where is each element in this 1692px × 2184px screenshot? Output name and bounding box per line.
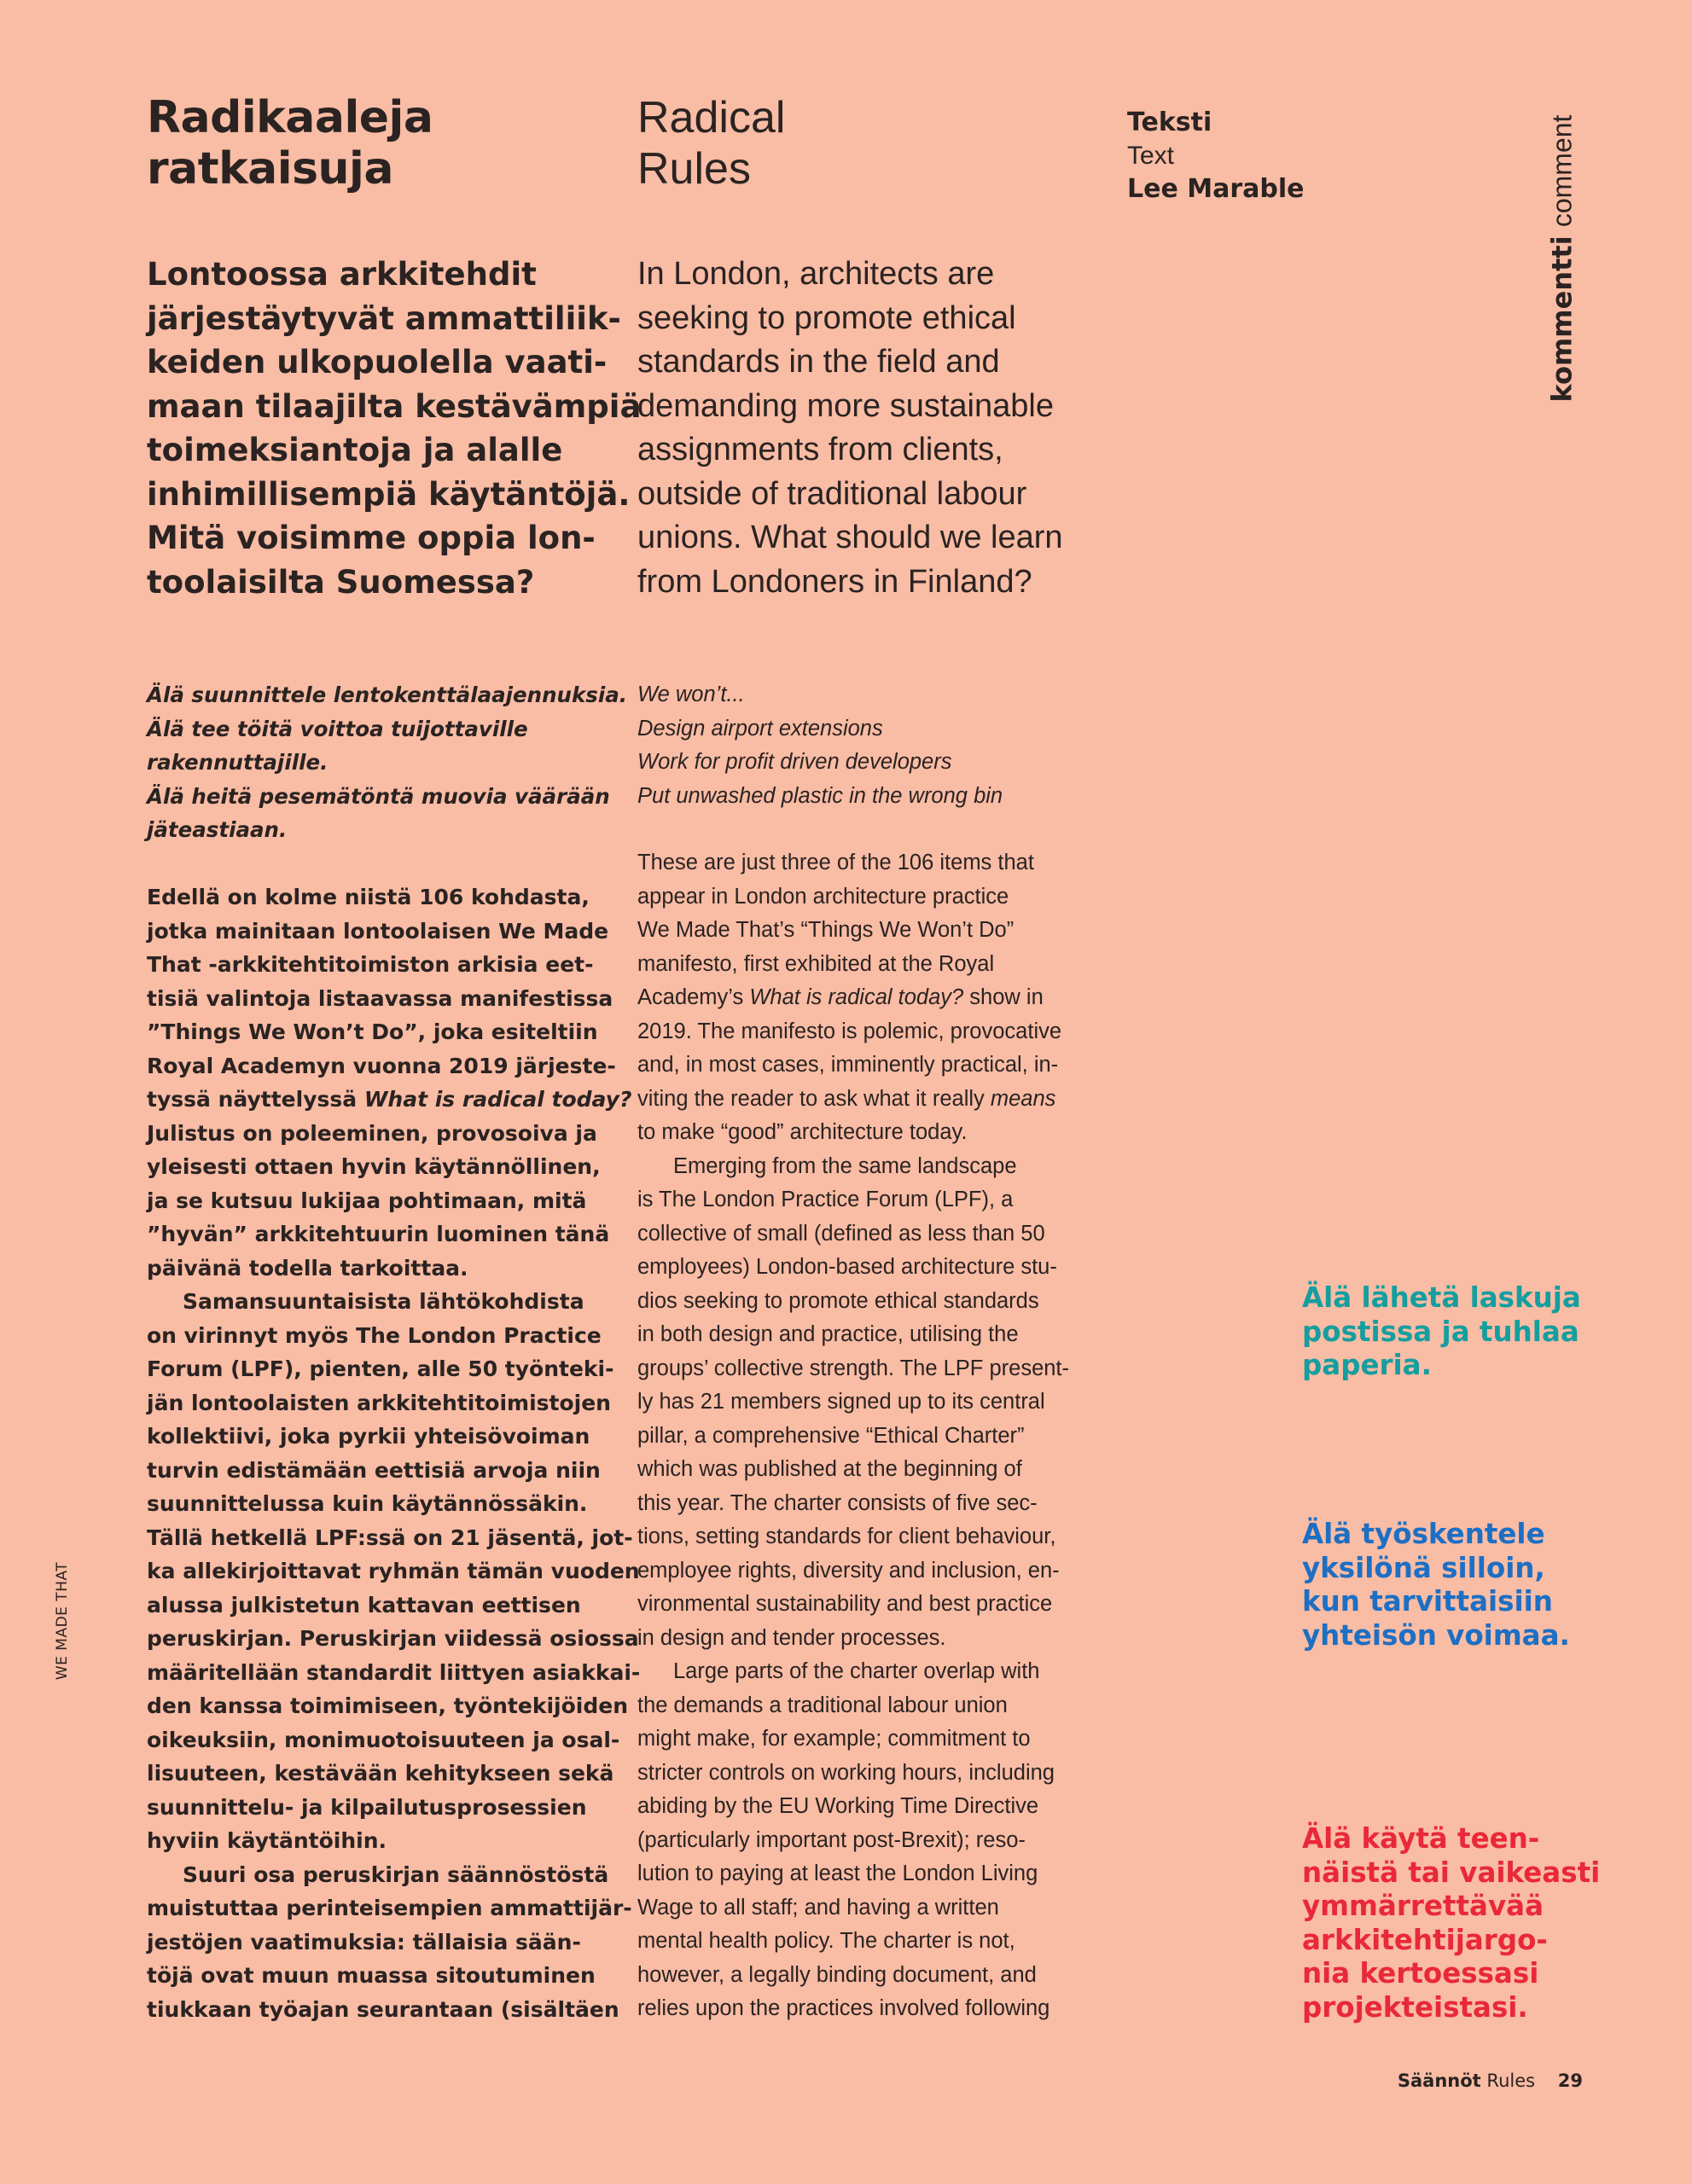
body-line: Forum (LPF), pienten, alle 50 työnteki- xyxy=(147,1356,614,1381)
body-line: abiding by the EU Working Time Directive xyxy=(637,1794,1039,1818)
page-number: 29 xyxy=(1557,2071,1583,2091)
title-english xyxy=(637,92,1081,195)
lede-line: maan tilaajilta kestävämpiä xyxy=(147,387,642,425)
lede-line: inhimillisempiä käytäntöjä. xyxy=(147,475,631,513)
lede-line: unions. What should we learn xyxy=(637,520,1063,555)
body-line: Samansuuntaisista lähtökohdista xyxy=(183,1289,584,1314)
body-line: employees) London-based architecture stu- xyxy=(637,1255,1057,1279)
manifesto-list-finnish xyxy=(147,678,628,847)
body-line: however, a legally binding document, and xyxy=(637,1962,1037,1987)
body-line: Edellä on kolme niistä 106 kohdasta, xyxy=(147,885,590,909)
lede-line: seeking to promote ethical xyxy=(637,299,1016,336)
body-line: which was published at the beginning of xyxy=(637,1457,1022,1481)
body-line: suunnittelussa kuin käytännössäkin. xyxy=(147,1491,588,1516)
title-en-line: Radical xyxy=(637,93,786,142)
body-line: Academy’s What is radical today? show in xyxy=(637,985,1044,1009)
body-line: vironmental sustainability and best practice xyxy=(637,1592,1053,1616)
body-line: lisuuteen, kestävään kehitykseen sekä xyxy=(147,1761,614,1786)
body-line: in both design and practice, utilising the xyxy=(637,1322,1019,1346)
body-line: suunnittelu- ja kilpailutusprosessien xyxy=(147,1794,587,1820)
body-line: muistuttaa perinteisempien ammattijär- xyxy=(147,1896,632,1920)
lede-line: Mitä voisimme oppia lon- xyxy=(147,520,596,556)
body-line: oikeuksiin, monimuotoisuuteen ja osal- xyxy=(147,1727,620,1752)
title-en-line: Rules xyxy=(637,144,751,194)
body-line: alussa julkistetun kattavan eettisen xyxy=(147,1592,581,1618)
body-line: in design and tender processes. xyxy=(637,1625,946,1650)
pullquote-line: Älä työskentele xyxy=(1302,1518,1545,1550)
list-item: Work for profit driven developers xyxy=(637,750,952,774)
side-credit-text: WE MADE THAT xyxy=(54,1561,72,1681)
body-line: Wage to all staff; and having a written xyxy=(637,1895,999,1920)
lede-line: In London, architects are xyxy=(637,256,995,292)
side-credit xyxy=(34,1553,90,1689)
body-line: ly has 21 members signed up to its central xyxy=(637,1390,1045,1414)
body-line: ja se kutsuu lukijaa pohtimaan, mitä xyxy=(147,1188,587,1213)
body-line: (particularly important post-Brexit); reso- xyxy=(637,1827,1026,1852)
body-line: employee rights, diversity and inclusion, en- xyxy=(637,1558,1060,1583)
page-footer xyxy=(1280,2071,1583,2091)
body-line: manifesto, first exhibited at the Royal xyxy=(637,951,995,976)
title-finnish xyxy=(147,92,625,195)
body-line: tisiä valintoja listaavassa manifestissa xyxy=(147,985,613,1011)
title-fi-line: Radikaaleja xyxy=(147,92,433,143)
pullquote-red xyxy=(1302,1822,1601,2024)
body-line: That -arkkitehtitoimiston arkisia eet- xyxy=(147,952,594,977)
credit-label-en: Text xyxy=(1127,142,1175,170)
body-line: Emerging from the same landscape xyxy=(673,1153,1017,1178)
body-line: Suuri osa peruskirjan säännöstöstä xyxy=(183,1862,609,1887)
body-line: peruskirjan. Peruskirjan viidessä osiossa xyxy=(147,1626,639,1651)
body-line: the demands a traditional labour union xyxy=(637,1693,1008,1717)
list-item: Put unwashed plastic in the wrong bin xyxy=(637,783,1003,808)
list-item: Älä tee töitä voittoa tuijottaville xyxy=(147,716,528,741)
lede-line: standards in the field and xyxy=(637,344,1000,380)
lede-line: keiden ulkopuolella vaati- xyxy=(147,344,608,380)
pullquote-teal xyxy=(1302,1281,1584,1383)
footer-section-fi: Säännöt xyxy=(1397,2071,1481,2091)
manifesto-list-english xyxy=(637,678,1098,813)
body-line: jestöjen vaatimuksia: tällaisia sään- xyxy=(147,1929,581,1955)
credit-label-fi: Teksti xyxy=(1127,107,1212,137)
body-line: dios seeking to promote ethical standards xyxy=(637,1288,1039,1313)
footer-section-en: Rules xyxy=(1486,2071,1536,2091)
section-label-fi: kommentti xyxy=(1545,235,1578,403)
body-line: stricter controls on working hours, including xyxy=(637,1760,1055,1785)
body-line: groups’ collective strength. The LPF present- xyxy=(637,1356,1070,1380)
title-fi-line: ratkaisuja xyxy=(147,143,393,195)
body-line: jän lontoolaisten arkkitehtitoimistojen xyxy=(147,1390,611,1415)
pullquote-line: projekteistasi. xyxy=(1302,1990,1528,2024)
body-line: tiukkaan työajan seurantaan (sisältäen xyxy=(147,1996,619,2022)
pullquote-line: yksilönä silloin, xyxy=(1302,1551,1545,1584)
body-line: lution to paying at least the London Living xyxy=(637,1862,1038,1885)
pullquote-line: Älä lähetä laskuja xyxy=(1302,1281,1581,1314)
lede-line: assignments from clients, xyxy=(637,432,1003,468)
pullquote-line: Älä käytä teen- xyxy=(1302,1822,1540,1855)
body-line: päivänä todella tarkoittaa. xyxy=(147,1255,468,1281)
author-name: Lee Marable xyxy=(1127,174,1305,204)
body-line: tions, setting standards for client behaviour, xyxy=(637,1525,1056,1548)
body-line: We Made That’s “Things We Won’t Do” xyxy=(637,918,1015,942)
body-line: tyssä näyttelyssä What is radical today? xyxy=(147,1087,632,1112)
lede-finnish xyxy=(147,253,642,604)
section-label-en: comment xyxy=(1546,114,1577,228)
list-item: We won’t... xyxy=(637,682,745,706)
lede-line: toolaisilta Suomessa? xyxy=(147,563,535,601)
body-line: turvin edistämään eettisiä arvoja niin xyxy=(147,1457,601,1483)
body-line: hyviin käytäntöihin. xyxy=(147,1828,387,1853)
list-item: Design airport extensions xyxy=(637,716,883,741)
pullquote-blue xyxy=(1302,1518,1584,1653)
list-item: jäteastiaan. xyxy=(147,817,288,842)
author-credit xyxy=(1127,106,1349,206)
list-item: Älä suunnittele lentokenttälaajennuksia. xyxy=(147,682,628,707)
body-line: collective of small (defined as less than 50 xyxy=(637,1221,1045,1246)
lede-line: järjestäytyvät ammattiliik- xyxy=(147,299,621,337)
body-line: määritellään standardit liittyen asiakkai- xyxy=(147,1659,641,1685)
body-text-finnish xyxy=(147,880,641,2026)
pullquote-line: ymmärrettävää xyxy=(1302,1890,1544,1922)
body-line: Large parts of the charter overlap with xyxy=(673,1659,1040,1683)
body-line: on virinnyt myös The London Practice xyxy=(147,1322,602,1348)
pullquote-line: yhteisön voimaa. xyxy=(1302,1618,1570,1652)
body-line: 2019. The manifesto is polemic, provocative xyxy=(637,1019,1062,1043)
lede-line: outside of traditional labour xyxy=(637,475,1027,512)
body-line: this year. The charter consists of five sec- xyxy=(637,1490,1038,1515)
body-line: might make, for example; commitment to xyxy=(637,1727,1031,1751)
body-line: appear in London architecture practice xyxy=(637,884,1009,909)
body-line: jotka mainitaan lontoolaisen We Made xyxy=(147,918,609,944)
pullquote-line: näistä tai vaikeasti xyxy=(1302,1856,1601,1889)
body-line: Tällä hetkellä LPF:ssä on 21 jäsentä, jot- xyxy=(147,1525,633,1550)
body-line: ”hyvän” arkkitehtuurin luominen tänä xyxy=(147,1222,610,1246)
body-line: pillar, a comprehensive “Ethical Charter” xyxy=(637,1423,1025,1448)
pullquote-line: postissa ja tuhlaa xyxy=(1302,1315,1579,1348)
body-line: to make “good” architecture today. xyxy=(637,1120,968,1144)
body-line: mental health policy. The charter is not, xyxy=(637,1929,1015,1953)
body-line: Julistus on poleeminen, provosoiva ja xyxy=(147,1120,597,1146)
lede-line: demanding more sustainable xyxy=(637,387,1054,424)
body-text-english xyxy=(637,846,1105,2026)
body-line: kollektiivi, joka pyrkii yhteisövoiman xyxy=(147,1424,590,1449)
pullquote-line: paperia. xyxy=(1302,1349,1432,1381)
body-line: viting the reader to ask what it really means xyxy=(637,1086,1056,1111)
pullquote-line: nia kertoessasi xyxy=(1302,1957,1539,1989)
body-line: töjä ovat muun muassa sitoutuminen xyxy=(147,1963,596,1988)
body-line: Royal Academyn vuonna 2019 järjeste- xyxy=(147,1053,616,1078)
body-line: relies upon the practices involved following xyxy=(637,1996,1050,2020)
pullquote-line: kun tarvittaisiin xyxy=(1302,1585,1553,1618)
body-line: yleisesti ottaen hyvin käytännöllinen, xyxy=(147,1154,601,1179)
lede-line: Lontoossa arkkitehdit xyxy=(147,256,537,293)
body-line: den kanssa toimimiseen, työntekijöiden xyxy=(147,1693,628,1718)
body-line: is The London Practice Forum (LPF), a xyxy=(637,1188,1014,1211)
section-label xyxy=(1536,109,1587,408)
list-item: Älä heitä pesemätöntä muovia väärään xyxy=(147,783,610,809)
body-line: and, in most cases, imminently practical, in- xyxy=(637,1053,1059,1077)
body-line: ka allekirjoittavat ryhmän tämän vuoden xyxy=(147,1559,640,1583)
list-item: rakennuttajille. xyxy=(147,750,329,775)
body-line: These are just three of the 106 items that xyxy=(637,851,1034,874)
lede-line: toimeksiantoja ja alalle xyxy=(147,432,563,468)
lede-english xyxy=(637,253,1098,604)
body-line: ”Things We Won’t Do”, joka esiteltiin xyxy=(147,1019,598,1044)
lede-line: from Londoners in Finland? xyxy=(637,563,1032,600)
pullquote-line: arkkitehtijargo- xyxy=(1302,1923,1548,1956)
